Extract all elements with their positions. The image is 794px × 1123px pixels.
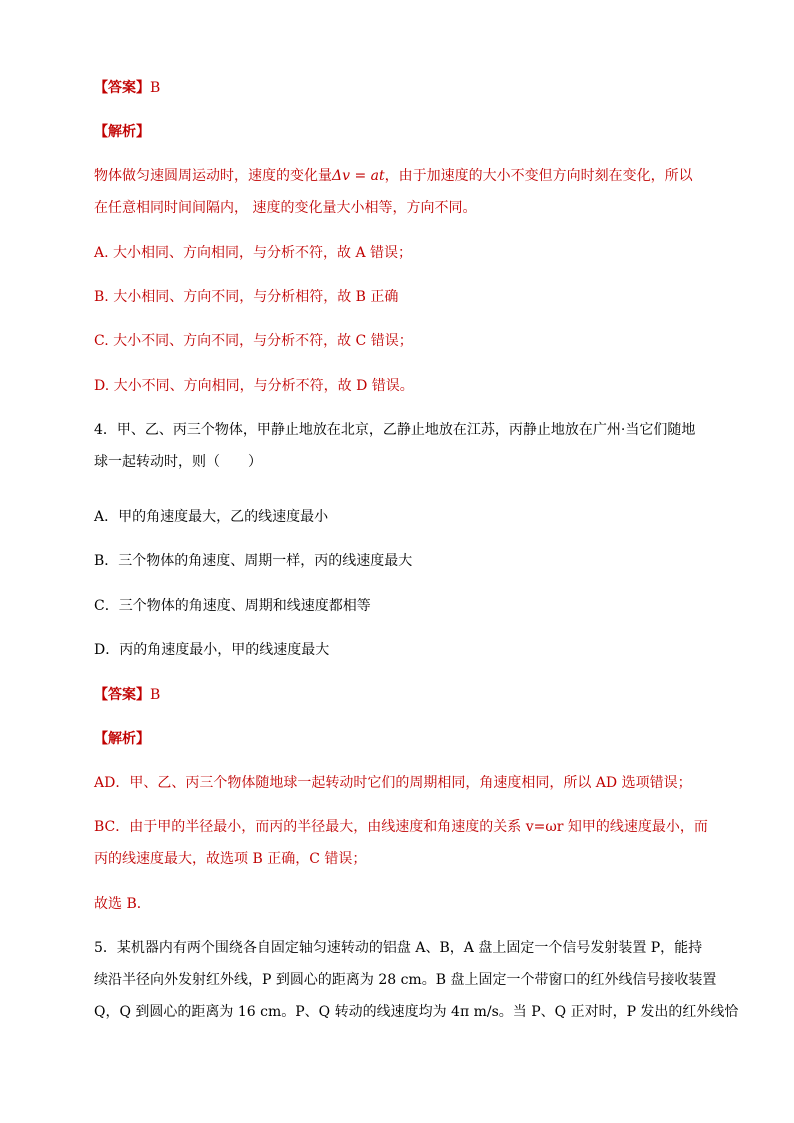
analysis-option-c: C. 大小不同、方向不同，与分析不符，故 C 错误； [94,333,413,349]
answer-label: 【答案】 [94,687,150,703]
answer-value: B [150,80,161,96]
question-4-option-c: C．三个物体的角速度、周期和线速度都相等 [94,598,371,614]
analysis-ad: AD．甲、乙、丙三个物体随地球一起转动时它们的周期相同，角速度相同，所以 AD 选项错误； [94,775,692,791]
analysis-formula: Δv = at [332,168,385,184]
analysis-label-2: 【解析】 [94,731,150,747]
question-5-line-1: 5．某机器内有两个围绕各自固定轴匀速转动的铝盘 A、B，A 盘上固定一个信号发射装置 P，能持 [94,940,703,956]
answer-label: 【答案】 [94,80,150,96]
question-4-stem-line-2: 球一起转动时，则（ ） [94,454,262,470]
question-4-option-b: B．三个物体的角速度、周期一样，丙的线速度最大 [94,553,413,569]
question-5-line-2: 续沿半径向外发射红外线，P 到圆心的距离为 28 cm。B 盘上固定一个带窗口的红外线信号接收装置 [94,972,717,988]
analysis-line-1 [94,166,693,186]
answer-line-1 [94,78,160,98]
question-4-option-a: A．甲的角速度最大，乙的线速度最小 [94,509,329,525]
question-4-stem-line-1: 4．甲、乙、丙三个物体，甲静止地放在北京，乙静止地放在江苏，丙静止地放在广州·当它们随地 [94,422,696,438]
analysis-text-a: 物体做匀速圆周运动时，速度的变化量 [94,168,332,184]
analysis-conclusion: 故选 B． [94,896,151,912]
analysis-label-1: 【解析】 [94,124,150,140]
analysis-bc-line-2: 丙的线速度最大，故选项 B 正确，C 错误； [94,851,367,867]
analysis-bc-line-1: BC．由于甲的半径最小，而丙的半径最大，由线速度和角速度的关系 v=ωr 知甲的线速度最小，而 [94,819,708,835]
analysis-text-b: ，由于加速度的大小不变但方向时刻在变化，所以 [384,168,693,184]
analysis-option-a: A. 大小相同、方向相同，与分析不符，故 A 错误； [94,245,413,261]
analysis-option-b: B. 大小相同、方向不同，与分析相符，故 B 正确 [94,289,399,305]
answer-line-2 [94,685,160,705]
analysis-option-d: D. 大小不同、方向相同，与分析不符，故 D 错误。 [94,378,414,394]
question-5-line-3: Q，Q 到圆心的距离为 16 cm。P、Q 转动的线速度均为 4π m/s。当 P、Q 正对时，P 发出的红外线恰 [94,1004,739,1020]
answer-value: B [150,687,161,703]
question-4-option-d: D．丙的角速度最小，甲的线速度最大 [94,642,330,658]
analysis-line-2: 在任意相同时间间隔内， 速度的变化量大小相等，方向不同。 [94,200,477,216]
